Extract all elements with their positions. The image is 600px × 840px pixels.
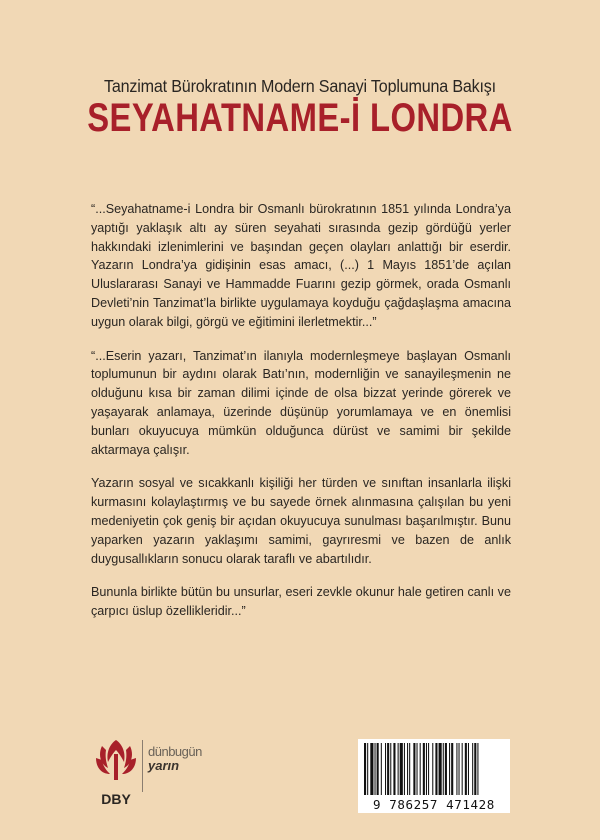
isbn-barcode xyxy=(358,739,510,813)
barcode-bar xyxy=(375,743,376,795)
barcode-bar xyxy=(456,743,457,795)
barcode-bar xyxy=(443,743,444,795)
barcode-bar xyxy=(423,743,425,795)
barcode-bar xyxy=(468,743,469,795)
barcode-bar xyxy=(409,743,410,795)
barcode-bar xyxy=(385,743,386,795)
barcode-bar xyxy=(370,743,373,795)
barcode-bar xyxy=(445,743,447,795)
barcode-bar xyxy=(432,743,433,795)
barcode-bar xyxy=(439,743,442,795)
barcode-bar xyxy=(413,743,415,795)
blurb-text xyxy=(91,200,511,636)
barcode-bar xyxy=(426,743,427,795)
cover-title: SEYAHATNAME-İ LONDRA xyxy=(87,96,513,140)
barcode-bar xyxy=(435,743,437,795)
blurb-paragraph-3: Yazarın sosyal ve sıcakkanlı kişiliği her türden ve sınıftan insanlarla ilişki kurmasını kolaylaştırmış ve bu sayede örnek alınmasına çalışılan bu yeni medeniyetin çok geniş bir açıdan okuyucuya sunulması başarılmıştır. Bunu yaparken yazarın yaklaşımı samimi, gayrıresmi ve bazen de anlık duygusallıkların sonucu olarak taraflı ve abartılıdır. xyxy=(91,476,511,566)
barcode-bar xyxy=(472,743,473,795)
barcode-bars xyxy=(358,739,510,797)
logo-divider xyxy=(142,740,143,792)
barcode-bar xyxy=(400,743,403,795)
barcode-bar xyxy=(477,743,478,795)
barcode-bar xyxy=(387,743,389,795)
blurb-paragraph-4: Bununla birlikte bütün bu unsurlar, eseri zevkle okunur hale getiren canlı ve çarpıcı üslup özellikleridir...” xyxy=(91,585,511,619)
barcode-bar xyxy=(367,743,368,795)
publisher-name-line2: yarın xyxy=(148,758,180,773)
publisher-name-line1: dünbugün xyxy=(148,744,202,759)
cover-subtitle: Tanzimat Bürokratının Modern Sanayi Toplumuna Bakışı xyxy=(104,76,496,96)
barcode-bar xyxy=(459,743,460,795)
barcode-bar xyxy=(449,743,450,795)
barcode-bar xyxy=(398,743,399,795)
barcode-bar xyxy=(390,743,391,795)
barcode-bar xyxy=(465,743,467,795)
barcode-bar xyxy=(407,743,408,795)
barcode-bar xyxy=(417,743,418,795)
barcode-bar xyxy=(462,743,463,795)
blurb-paragraph-1: “...Seyahatname-i Londra bir Osmanlı bürokratının 1851 yılında Londra’ya yaptığı yaklaşık altı ay süren seyahati sırasında gezip gördüğü yerler hakkındaki izlenimlerini ve başından geçen olayları anlattığı bir eserdir. Yazarın Londra’ya gidişinin esas amacı, (...) 1 Mayıs 1851’de açılan Uluslararası Sanayi ve Hammadde Fuarını gezip görmek, orada Osmanlı Devleti’nin Tanzimat’la birlikte uygulamaya koyduğu çağdaşlaşma amacına uygun olarak bilgi, görgü ve eğitimini ilerletmektir...” xyxy=(91,202,511,329)
publisher-logo xyxy=(92,734,232,814)
publisher-logo-icon xyxy=(92,734,140,810)
barcode-bar xyxy=(393,743,395,795)
barcode-bar xyxy=(364,743,366,795)
barcode-bar xyxy=(404,743,405,795)
publisher-mark-text: DBY xyxy=(101,791,131,807)
barcode-bar xyxy=(377,743,379,795)
blurb-paragraph-2: “...Eserin yazarı, Tanzimat’ın ilanıyla modernleşmeye başlayan Osmanlı toplumunun bir aydını olarak Batı’nın, modernliğin ve sanayileşmenin ne olduğunu kısa bir zaman dilimi içinde de olsa bizzat yerinde görerek ve yaşayarak anlamaya, üzerinde düşünüp yorumlamaya ve en önemlisi bunları okuyucuya mümkün olduğunca dürüst ve samimi bir şekilde aktarmaya çalışır. xyxy=(91,348,511,457)
isbn-digits: 9 786257 471428 xyxy=(373,797,495,812)
barcode-bar xyxy=(451,743,453,795)
barcode-bar xyxy=(420,743,421,795)
barcode-bar xyxy=(381,743,382,795)
barcode-bar xyxy=(428,743,429,795)
barcode-bar xyxy=(474,743,476,795)
